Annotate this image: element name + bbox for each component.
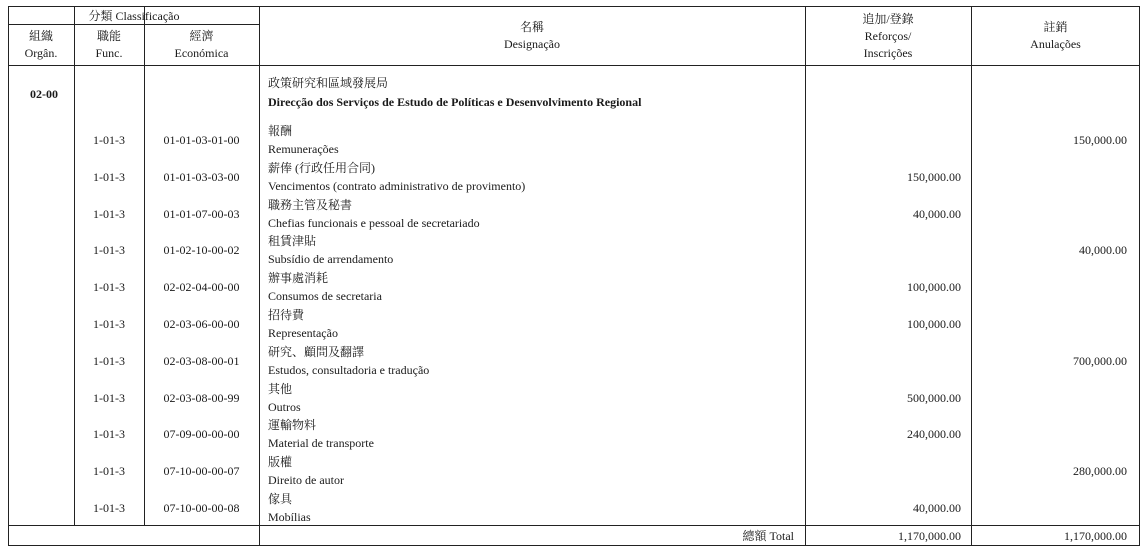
item-name-pt: Direito de autor xyxy=(268,473,344,487)
reinforcement-amount: 40,000.00 xyxy=(913,501,961,515)
header-subdivider xyxy=(8,24,260,25)
func-code: 1-01-3 xyxy=(93,207,125,221)
total-label: 總額 Total xyxy=(742,529,794,543)
econ-header-zh: 經濟 xyxy=(189,29,214,43)
econ-code: 07-10-00-00-08 xyxy=(163,501,240,515)
econ-code: 01-02-10-00-02 xyxy=(163,243,240,257)
item-name-zh: 職務主管及秘書 xyxy=(268,198,353,212)
annulment-header-zh: 註銷 xyxy=(1043,20,1068,34)
func-header-zh: 職能 xyxy=(96,29,121,43)
annulment-amount: 280,000.00 xyxy=(1073,464,1127,478)
reinforcement-amount: 100,000.00 xyxy=(907,317,961,331)
item-name-zh: 版權 xyxy=(268,455,293,469)
item-name-zh: 報酬 xyxy=(268,124,293,138)
item-name-pt: Outros xyxy=(268,400,301,414)
column-divider xyxy=(259,6,260,546)
econ-code: 02-03-08-00-99 xyxy=(163,391,240,405)
classification-header: 分類 Classificação xyxy=(88,9,180,23)
econ-code: 01-01-03-03-00 xyxy=(163,170,240,184)
item-name-pt: Estudos, consultadoria e tradução xyxy=(268,363,430,377)
reinforcement-amount: 240,000.00 xyxy=(907,427,961,441)
func-code: 1-01-3 xyxy=(93,243,125,257)
func-code: 1-01-3 xyxy=(93,501,125,515)
item-name-pt: Representação xyxy=(268,326,338,340)
organ-code: 02-00 xyxy=(30,87,58,101)
reinforcement-amount: 100,000.00 xyxy=(907,280,961,294)
column-divider xyxy=(805,6,806,546)
reinforcement-header-zh: 追加/登錄 xyxy=(862,12,914,26)
total-annulments: 1,170,000.00 xyxy=(1064,529,1127,543)
reinforcement-header-pt: Reforços/ xyxy=(864,29,912,43)
econ-code: 01-01-03-01-00 xyxy=(163,133,240,147)
func-code: 1-01-3 xyxy=(93,280,125,294)
item-name-pt: Vencimentos (contrato administrativo de provimento) xyxy=(268,179,526,193)
reinforcement-amount: 40,000.00 xyxy=(913,207,961,221)
reinforcement-amount: 150,000.00 xyxy=(907,170,961,184)
econ-code: 02-02-04-00-00 xyxy=(163,280,240,294)
entity-name-pt: Direcção dos Serviços de Estudo de Políticas e Desenvolvimento Regional xyxy=(268,95,642,109)
column-divider xyxy=(144,6,145,525)
item-name-zh: 薪俸 (行政任用合同) xyxy=(268,161,375,175)
econ-code: 02-03-08-00-01 xyxy=(163,354,240,368)
total-rule xyxy=(8,525,1140,526)
econ-code: 02-03-06-00-00 xyxy=(163,317,240,331)
entity-name-zh: 政策研究和區域發展局 xyxy=(268,76,389,90)
econ-code: 07-10-00-00-07 xyxy=(163,464,240,478)
item-name-pt: Mobílias xyxy=(268,510,311,524)
item-name-zh: 研究、顧問及翻譯 xyxy=(268,345,365,359)
econ-code: 07-09-00-00-00 xyxy=(163,427,240,441)
func-code: 1-01-3 xyxy=(93,317,125,331)
item-name-zh: 其他 xyxy=(268,382,293,396)
econ-code: 01-01-07-00-03 xyxy=(163,207,240,221)
func-code: 1-01-3 xyxy=(93,391,125,405)
func-code: 1-01-3 xyxy=(93,170,125,184)
func-code: 1-01-3 xyxy=(93,133,125,147)
func-code: 1-01-3 xyxy=(93,464,125,478)
item-name-pt: Material de transporte xyxy=(268,436,374,450)
annulment-amount: 700,000.00 xyxy=(1073,354,1127,368)
func-code: 1-01-3 xyxy=(93,427,125,441)
header-bottom-rule xyxy=(8,65,1140,66)
item-name-zh: 租賃津貼 xyxy=(268,234,317,248)
item-name-zh: 辦事處消耗 xyxy=(268,271,329,285)
annulment-amount: 40,000.00 xyxy=(1079,243,1127,257)
designation-header-pt: Designação xyxy=(504,37,560,51)
total-reinforcements: 1,170,000.00 xyxy=(898,529,961,543)
organ-header-zh: 組織 xyxy=(28,29,53,43)
annulment-header-pt: Anulações xyxy=(1030,37,1081,51)
column-divider xyxy=(74,6,75,525)
organ-header-pt: Orgân. xyxy=(24,46,58,60)
item-name-pt: Chefias funcionais e pessoal de secretariado xyxy=(268,216,480,230)
designation-header-zh: 名稱 xyxy=(519,20,544,34)
item-name-zh: 傢具 xyxy=(268,492,293,506)
reinforcement-header-pt2: Inscrições xyxy=(863,46,913,60)
item-name-pt: Remunerações xyxy=(268,142,339,156)
econ-header-pt: Económica xyxy=(174,46,229,60)
item-name-zh: 招待費 xyxy=(268,308,305,322)
func-code: 1-01-3 xyxy=(93,354,125,368)
annulment-amount: 150,000.00 xyxy=(1073,133,1127,147)
reinforcement-amount: 500,000.00 xyxy=(907,391,961,405)
item-name-pt: Consumos de secretaria xyxy=(268,289,382,303)
func-header-pt: Func. xyxy=(95,46,123,60)
item-name-zh: 運輸物料 xyxy=(268,418,317,432)
item-name-pt: Subsídio de arrendamento xyxy=(268,252,394,266)
